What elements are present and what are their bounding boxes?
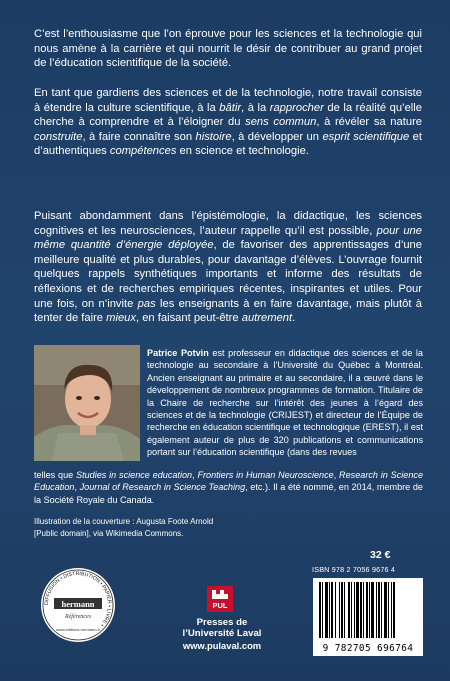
text-run: , (74, 482, 80, 493)
text-run: , etc.). Il a été nommé, en 2014, membre de la Société Royale du Canada. (34, 482, 423, 505)
barcode-bar (325, 582, 328, 638)
hermann-seal (40, 567, 116, 643)
publisher-name (175, 617, 269, 639)
intro-paragraph-3 (34, 209, 422, 326)
cover-credit-line-2: [Public domain], via Wikimedia Commons. (34, 529, 184, 538)
barcode-bar (341, 582, 343, 638)
barcode-bar (344, 582, 345, 638)
text-run: , (333, 470, 340, 480)
barcode-bar (363, 582, 364, 638)
author-name: Patrice Potvin (147, 348, 209, 358)
text-run: mieux (106, 312, 136, 325)
seal-url: www.editions-hermann.fr (55, 627, 101, 632)
text-run: , à faire connaître son (82, 130, 196, 143)
text-run: sens commun (245, 116, 317, 129)
author-bio-continued (34, 469, 423, 506)
text-run: . (292, 312, 296, 325)
barcode-bar (378, 582, 380, 638)
author-bio-text: est professeur en didactique des sciences et de la technologie au secondaire à l’Université du Québec à Montréal. Ancien enseignant au primaire et au secondaire, il a œuvré dans le développement de nombreux programmes de formation. Titulaire de la Chaire de recherche sur l’intérêt des jeunes à l’égard des sciences et de la technologie (CRIJEST) et directeur de l’Équipe de recherche en éducation scientifique et technologique (EREST), il est également auteur de plus de 320 publications et communications portant sur l’éducation scientifique (dans des revues (147, 348, 423, 458)
text-run: et d’authentiques (34, 130, 422, 158)
barcode-bar (339, 582, 340, 638)
text-run: bâtir (219, 101, 242, 114)
text-run: Puisant abondamment dans l’épistémologie, la didactique, les sciences cognitives et les neurosciences, l’auteur rappelle qu’il est possible, (34, 210, 422, 237)
text-run: de la réalité qu’elle cherche à comprendre et à l’éloigner du (34, 101, 422, 129)
isbn-label: ISBN 978 2 7056 9676 4 (312, 565, 396, 574)
text-run: esprit scientifique (322, 130, 410, 143)
cover-credit-line-1: Illustration de la couverture : Augusta Foote Arnold (34, 517, 214, 526)
text-run: en science et technologie. (176, 145, 309, 158)
barcode-bar (388, 582, 389, 638)
barcode-bar (335, 582, 336, 638)
text-run: , en faisant peut-être (135, 312, 242, 325)
barcode-bar (391, 582, 392, 638)
text-run: , à la (241, 101, 270, 114)
price: 32 € (370, 549, 391, 561)
barcode-bar (376, 582, 377, 638)
text-run: , à développer un (231, 130, 323, 143)
text-run: les enseignants à en faire davantage, mais plutôt à tenter de faire (34, 297, 422, 325)
barcode-bar (351, 582, 352, 638)
cover-credit (34, 516, 213, 540)
pul-logo-icon (207, 586, 233, 612)
isbn-digits: 9 782705 696764 (322, 643, 414, 654)
text-run: rapprocher (269, 101, 324, 114)
publisher-url: www.pulaval.com (182, 640, 262, 651)
barcode-bar (384, 582, 387, 638)
text-run: pas (137, 297, 156, 310)
barcode-bar (331, 582, 333, 638)
barcode-bar (354, 582, 355, 638)
seal-name: hermann (61, 599, 95, 609)
text-run: histoire (195, 130, 232, 143)
barcode-bar (348, 582, 350, 638)
barcode-bar (319, 582, 321, 638)
publisher-name-line-1: Presses de (196, 617, 248, 628)
barcode-bar (381, 582, 382, 638)
barcode-bar (393, 582, 395, 638)
text-run: , de favoriser des apprentissages d’une meilleure qualité et plus durables, pour davantage d’élèves. L’ouvrage fournit quelques rappels synthétiques importants et informe des résultats de réflexions et de recherches empiriques récentes, inspirantes et utiles. Pour une fois, on n’invite (34, 239, 422, 310)
barcode-bar (369, 582, 370, 638)
text-run: Studies in science education (76, 470, 193, 480)
barcode-bar (356, 582, 359, 638)
barcode-bar (366, 582, 368, 638)
barcode-bar (371, 582, 374, 638)
seal-ring-text: DIFFUSION • DISTRIBUTION • PAPIER • LIVRE • (43, 570, 113, 628)
barcode-bar (360, 582, 362, 638)
text-run: , (192, 470, 198, 480)
text-run: Journal of Research in Science Teaching (79, 482, 246, 493)
text-run: pour une même quantité d’énergie déployée (34, 224, 422, 252)
author-bio (34, 347, 423, 459)
isbn-barcode (313, 578, 423, 656)
text-run: En tant que gardiens des sciences et de la technologie, notre travail consiste à étendre la culture scientifique, à la (34, 87, 422, 114)
pul-logo-text: PUL (212, 601, 228, 610)
text-run: construite (34, 130, 83, 143)
text-run: telles que (34, 470, 77, 480)
seal-sub: Références (64, 614, 92, 620)
barcode-bar (329, 582, 330, 638)
text-run: compétences (109, 145, 177, 158)
text-run: , à révéler sa nature (316, 116, 423, 129)
text-run: Research in Science Education (34, 470, 423, 493)
text-run: autrement (241, 312, 293, 325)
publisher-name-line-2: l’Université Laval (182, 628, 262, 639)
barcode-bar (322, 582, 323, 638)
intro-paragraph-2 (34, 86, 422, 159)
intro-paragraph-1: C’est l’enthousiasme que l’on éprouve pour les sciences et la technologie qui nous amène à la carrière et qui nourrit le désir de contribuer au grand projet de l’éducation scientifique de la société. (34, 28, 422, 70)
text-run: Frontiers in Human Neuroscience (197, 470, 334, 480)
